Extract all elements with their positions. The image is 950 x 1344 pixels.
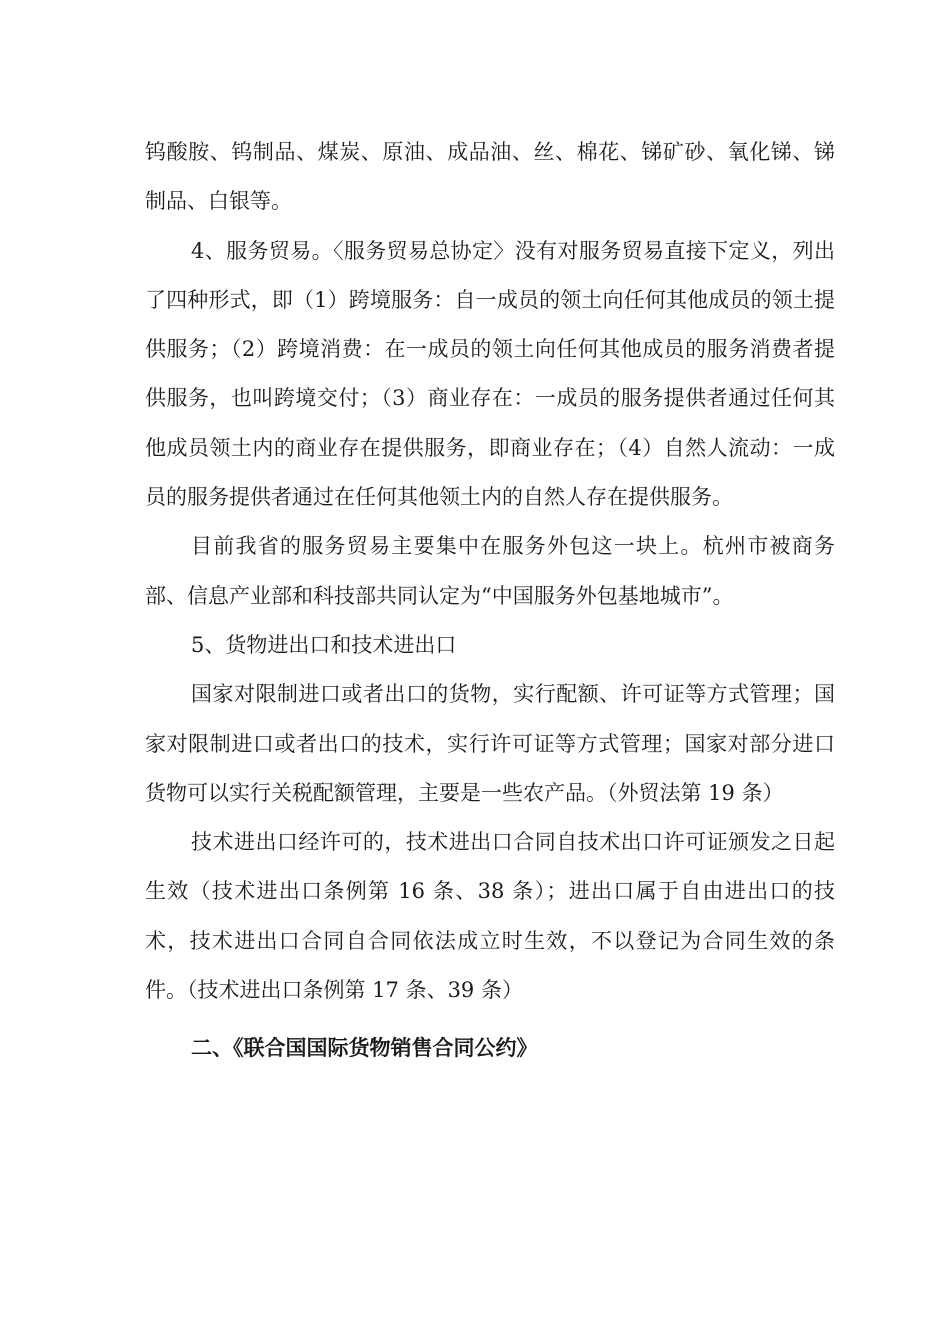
paragraph-continuation: 钨酸胺、钨制品、煤炭、原油、成品油、丝、棉花、锑矿砂、氧化锑、锑制品、白银等。: [145, 140, 835, 214]
document-body: [145, 128, 835, 1073]
paragraph-outsourcing: 目前我省的服务贸易主要集中在服务外包这一块上。杭州市被商务部、信息产业部和科技部共同认定为“中国服务外包基地城市”。: [145, 534, 835, 608]
paragraph-goods-restriction: 国家对限制进口或者出口的货物，实行配额、许可证等方式管理；国家对限制进口或者出口的技术，实行许可证等方式管理；国家对部分进口货物可以实行关税配额管理，主要是一些农产品。（外贸法第 19 条）: [145, 682, 835, 805]
paragraph-service-trade: 4、服务贸易。〈服务贸易总协定〉没有对服务贸易直接下定义，列出了四种形式，即（1）跨境服务：自一成员的领土向任何其他成员的领土提供服务；（2）跨境消费：在一成员的领土向任何其他成员的服务消费者提供服务，也叫跨境交付；（3）商业存在：一成员的服务提供者通过任何其他成员领土内的商业存在提供服务，即商业存在；（4）自然人流动：一成员的服务提供者通过在任何其他领土内的自然人存在提供服务。: [145, 238, 835, 510]
section-heading: 二、《联合国国际货物销售合同公约》: [191, 1035, 538, 1061]
paragraph-tech-contract: 技术进出口经许可的，技术进出口合同自技术出口许可证颁发之日起生效（技术进出口条例第 16 条、38 条）；进出口属于自由进出口的技术，技术进出口合同自合同依法成立时生效，不以登记为合同生效的条件。（技术进出口条例第 17 条、39 条）: [145, 830, 835, 1003]
subheading-import-export: 5、货物进出口和技术进出口: [191, 632, 457, 657]
